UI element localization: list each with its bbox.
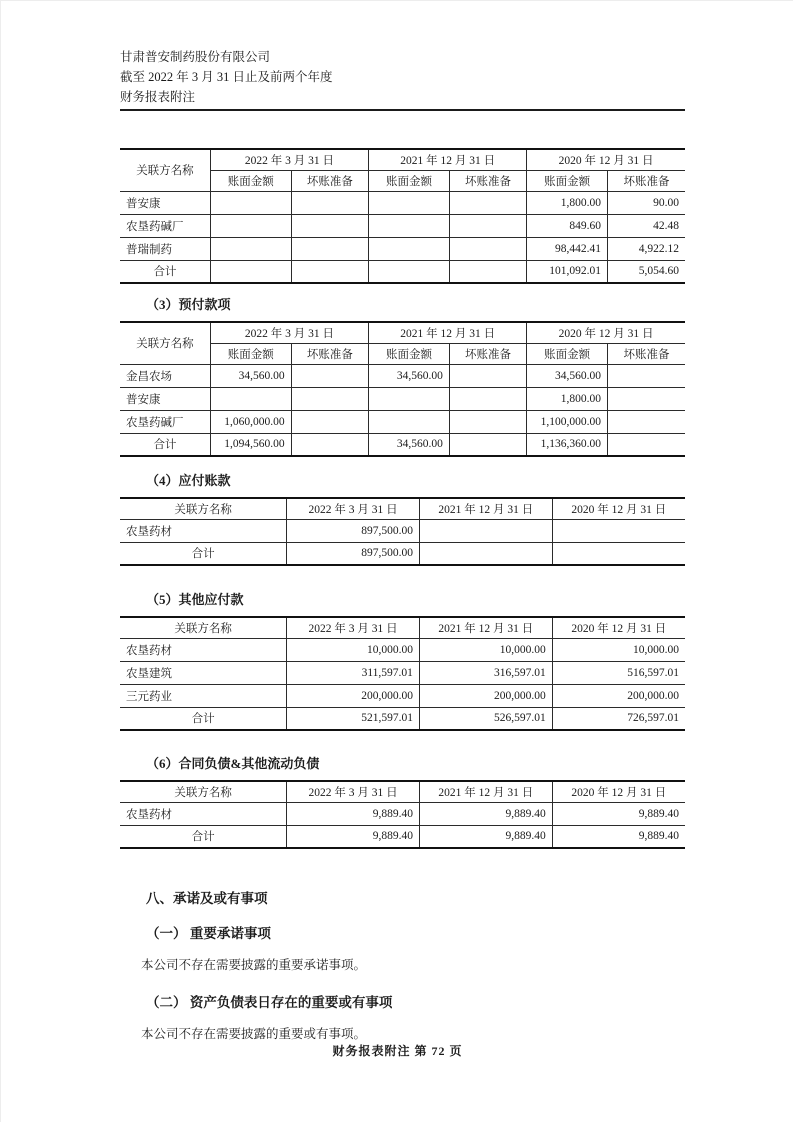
section-title-accounts-payable: （4）应付账款 — [146, 473, 231, 488]
cell-value — [449, 387, 526, 410]
contingencies-body-text: 本公司不存在需要披露的重要或有事项。 — [141, 1027, 367, 1041]
cell-value: 1,800.00 — [527, 387, 608, 410]
section-title-prepayments: （3）预付款项 — [146, 297, 231, 312]
col-header-2021: 2021 年 12 月 31 日 — [369, 149, 527, 170]
table-header-row — [120, 617, 685, 638]
cell-value — [210, 214, 291, 237]
prepayments-table — [120, 321, 685, 457]
party-name: 农垦药材 — [120, 519, 287, 542]
cell-value — [419, 542, 552, 565]
subsection-heading-contingencies: （二） 资产负债表日存在的重要或有事项 — [146, 995, 393, 1010]
total-label: 合计 — [120, 433, 210, 456]
party-name: 普瑞制药 — [120, 237, 210, 260]
cell-value — [291, 191, 368, 214]
cell-value — [552, 519, 685, 542]
cell-value: 516,597.01 — [552, 661, 685, 684]
col-header-name: 关联方名称 — [120, 498, 287, 519]
cell-value — [608, 433, 685, 456]
table-row — [120, 364, 685, 387]
cell-value — [291, 387, 368, 410]
col-header-2021: 2021 年 12 月 31 日 — [419, 498, 552, 519]
cell-value: 1,100,000.00 — [527, 410, 608, 433]
cell-value — [369, 191, 450, 214]
col-header-2022: 2022 年 3 月 31 日 — [210, 322, 368, 343]
col-header-amount: 账面金额 — [527, 343, 608, 364]
table-row — [120, 802, 685, 825]
cell-value — [369, 387, 450, 410]
cell-value: 34,560.00 — [369, 433, 450, 456]
table-header-row — [120, 149, 685, 170]
party-name: 金昌农场 — [120, 364, 210, 387]
document-header — [120, 47, 685, 111]
cell-value — [369, 214, 450, 237]
cell-value — [210, 387, 291, 410]
col-header-name: 关联方名称 — [120, 617, 287, 638]
party-name: 农垦药材 — [120, 638, 287, 661]
col-header-name: 关联方名称 — [120, 149, 210, 191]
cell-value: 10,000.00 — [552, 638, 685, 661]
cell-value — [291, 410, 368, 433]
cell-value: 316,597.01 — [419, 661, 552, 684]
cell-value: 200,000.00 — [419, 684, 552, 707]
cell-value — [608, 387, 685, 410]
cell-value — [449, 237, 526, 260]
party-name: 普安康 — [120, 387, 210, 410]
col-header-2022: 2022 年 3 月 31 日 — [210, 149, 368, 170]
party-name: 普安康 — [120, 191, 210, 214]
section-title-contract-liabilities: （6）合同负债&其他流动负债 — [146, 756, 320, 771]
table-row — [120, 638, 685, 661]
table-row — [120, 519, 685, 542]
accounts-payable-table — [120, 497, 685, 566]
col-header-provision: 坏账准备 — [449, 170, 526, 191]
total-label: 合计 — [120, 707, 287, 730]
col-header-provision: 坏账准备 — [291, 170, 368, 191]
cell-value: 1,800.00 — [527, 191, 608, 214]
cell-value — [449, 433, 526, 456]
party-name: 农垦建筑 — [120, 661, 287, 684]
page-content — [120, 1, 685, 1042]
related-party-receivables-table — [120, 148, 685, 284]
cell-value — [419, 519, 552, 542]
col-header-2022: 2022 年 3 月 31 日 — [287, 498, 420, 519]
cell-value: 4,922.12 — [608, 237, 685, 260]
party-name: 农垦药碱厂 — [120, 410, 210, 433]
cell-value: 9,889.40 — [552, 802, 685, 825]
cell-value: 521,597.01 — [287, 707, 420, 730]
cell-value: 526,597.01 — [419, 707, 552, 730]
table-header-row — [120, 781, 685, 802]
cell-value — [449, 260, 526, 283]
cell-value: 200,000.00 — [287, 684, 420, 707]
cell-value — [449, 410, 526, 433]
cell-value: 42.48 — [608, 214, 685, 237]
cell-value: 9,889.40 — [552, 825, 685, 848]
company-name: 甘肃普安制药股份有限公司 — [120, 50, 271, 64]
cell-value — [291, 364, 368, 387]
cell-value: 10,000.00 — [419, 638, 552, 661]
cell-value — [449, 214, 526, 237]
cell-value: 1,136,360.00 — [527, 433, 608, 456]
table-header-row — [120, 322, 685, 343]
cell-value — [608, 410, 685, 433]
cell-value: 90.00 — [608, 191, 685, 214]
col-header-amount: 账面金额 — [527, 170, 608, 191]
subsection-heading-important-commitments: （一） 重要承诺事项 — [146, 926, 271, 941]
party-name: 三元药业 — [120, 684, 287, 707]
cell-value — [291, 237, 368, 260]
table-total-row — [120, 433, 685, 456]
page-footer: 财务报表附注 第 72 页 — [332, 1044, 463, 1058]
col-header-provision: 坏账准备 — [449, 343, 526, 364]
col-header-2021: 2021 年 12 月 31 日 — [419, 617, 552, 638]
col-header-amount: 账面金额 — [210, 343, 291, 364]
total-label: 合计 — [120, 260, 210, 283]
table-row — [120, 237, 685, 260]
table-row — [120, 410, 685, 433]
col-header-2021: 2021 年 12 月 31 日 — [419, 781, 552, 802]
col-header-amount: 账面金额 — [369, 343, 450, 364]
table-total-row — [120, 825, 685, 848]
section-heading-commitments: 八、承诺及或有事项 — [146, 891, 268, 906]
cell-value: 5,054.60 — [608, 260, 685, 283]
cell-value: 726,597.01 — [552, 707, 685, 730]
col-header-provision: 坏账准备 — [608, 343, 685, 364]
cell-value: 10,000.00 — [287, 638, 420, 661]
cell-value: 34,560.00 — [210, 364, 291, 387]
table-row — [120, 387, 685, 410]
cell-value — [369, 237, 450, 260]
col-header-2022: 2022 年 3 月 31 日 — [287, 781, 420, 802]
table-total-row — [120, 260, 685, 283]
col-header-2022: 2022 年 3 月 31 日 — [287, 617, 420, 638]
cell-value — [210, 191, 291, 214]
col-header-2020: 2020 年 12 月 31 日 — [552, 498, 685, 519]
table-row — [120, 684, 685, 707]
col-header-amount: 账面金额 — [210, 170, 291, 191]
table-total-row — [120, 542, 685, 565]
cell-value — [210, 237, 291, 260]
table-header-row — [120, 498, 685, 519]
cell-value — [369, 410, 450, 433]
cell-value: 98,442.41 — [527, 237, 608, 260]
cell-value — [210, 260, 291, 283]
col-header-name: 关联方名称 — [120, 322, 210, 364]
cell-value: 1,060,000.00 — [210, 410, 291, 433]
commitments-body-text: 本公司不存在需要披露的重要承诺事项。 — [141, 958, 367, 972]
cell-value: 9,889.40 — [419, 802, 552, 825]
table-row — [120, 661, 685, 684]
cell-value: 1,094,560.00 — [210, 433, 291, 456]
cell-value: 9,889.40 — [287, 825, 420, 848]
col-header-2020: 2020 年 12 月 31 日 — [527, 149, 685, 170]
cell-value — [449, 364, 526, 387]
party-name: 农垦药碱厂 — [120, 214, 210, 237]
total-label: 合计 — [120, 825, 287, 848]
col-header-2021: 2021 年 12 月 31 日 — [369, 322, 527, 343]
cell-value — [291, 433, 368, 456]
cell-value: 200,000.00 — [552, 684, 685, 707]
col-header-2020: 2020 年 12 月 31 日 — [552, 617, 685, 638]
cell-value: 897,500.00 — [287, 519, 420, 542]
col-header-provision: 坏账准备 — [608, 170, 685, 191]
cell-value: 9,889.40 — [419, 825, 552, 848]
col-header-provision: 坏账准备 — [291, 343, 368, 364]
col-header-2020: 2020 年 12 月 31 日 — [552, 781, 685, 802]
total-label: 合计 — [120, 542, 287, 565]
report-title: 财务报表附注 — [120, 90, 196, 104]
cell-value: 897,500.00 — [287, 542, 420, 565]
section-title-other-payables: （5）其他应付款 — [146, 592, 244, 607]
cell-value: 311,597.01 — [287, 661, 420, 684]
col-header-name: 关联方名称 — [120, 781, 287, 802]
col-header-2020: 2020 年 12 月 31 日 — [527, 322, 685, 343]
cell-value — [552, 542, 685, 565]
cell-value — [449, 191, 526, 214]
table-total-row — [120, 707, 685, 730]
other-payables-table — [120, 616, 685, 731]
cell-value: 9,889.40 — [287, 802, 420, 825]
contract-liabilities-table — [120, 780, 685, 849]
cell-value — [369, 260, 450, 283]
cell-value — [608, 364, 685, 387]
report-period: 截至 2022 年 3 月 31 日止及前两个年度 — [120, 70, 333, 84]
party-name: 农垦药材 — [120, 802, 287, 825]
table-row — [120, 214, 685, 237]
col-header-amount: 账面金额 — [369, 170, 450, 191]
cell-value: 34,560.00 — [527, 364, 608, 387]
table-row — [120, 191, 685, 214]
cell-value: 849.60 — [527, 214, 608, 237]
cell-value — [291, 260, 368, 283]
cell-value: 101,092.01 — [527, 260, 608, 283]
cell-value — [291, 214, 368, 237]
cell-value: 34,560.00 — [369, 364, 450, 387]
